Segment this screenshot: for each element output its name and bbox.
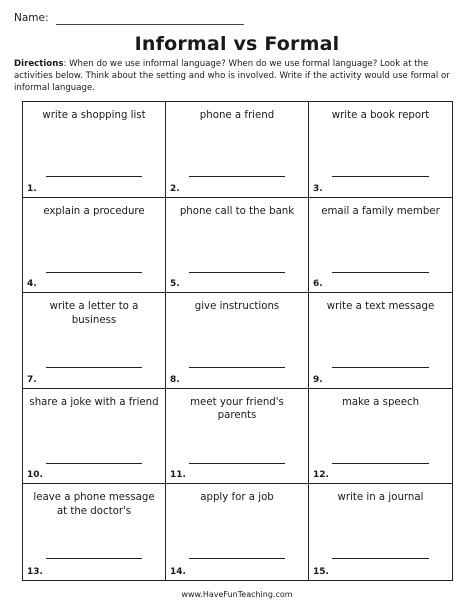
activity-text: write a letter to a business: [49, 301, 139, 326]
activity-text: share a joke with a friend: [29, 396, 159, 408]
activity-number: 3.: [313, 183, 323, 194]
activity-number: 5.: [170, 279, 180, 290]
activity-cell: [23, 389, 166, 485]
activity-cell: [23, 293, 166, 389]
activity-number: 8.: [170, 374, 180, 385]
activity-text: write a text message: [326, 301, 435, 313]
activity-number: 4.: [27, 279, 37, 290]
activity-text: leave a phone message at the doctor's: [33, 492, 155, 517]
activity-text: make a speech: [341, 396, 420, 408]
answer-line[interactable]: [46, 463, 142, 464]
answer-line[interactable]: [332, 176, 429, 177]
directions: [14, 58, 462, 95]
answer-line[interactable]: [189, 463, 285, 464]
activity-cell: [23, 484, 166, 580]
activity-cell: [309, 102, 452, 198]
activity-cell: [23, 102, 166, 198]
activity-text: write a book report: [331, 110, 430, 121]
directions-text: : When do we use informal language? When do we use formal language? Look at the activities below. Think about the setting and who is involved. Write if the activity would use formal or informal language.: [14, 59, 450, 94]
activity-cell: [309, 484, 452, 580]
activity-text: phone a friend: [199, 110, 275, 121]
activity-cell: [166, 389, 309, 485]
activity-cell: [23, 198, 166, 294]
answer-line[interactable]: [332, 463, 429, 464]
footer-website: www.HaveFunTeaching.com: [181, 590, 293, 599]
directions-label: Directions: [14, 59, 64, 69]
activity-cell: [309, 389, 452, 485]
name-label: Name:: [14, 12, 49, 24]
activity-number: 15.: [313, 566, 329, 577]
answer-line[interactable]: [46, 272, 142, 273]
activity-number: 10.: [27, 470, 43, 481]
activity-text: phone call to the bank: [179, 205, 295, 217]
activity-number: 12.: [313, 470, 329, 481]
answer-line[interactable]: [189, 367, 285, 368]
activity-cell: [166, 293, 309, 389]
activity-text: meet your friend's parents: [190, 396, 284, 422]
answer-line[interactable]: [46, 558, 142, 559]
activity-number: 9.: [313, 374, 323, 385]
answer-line[interactable]: [332, 367, 429, 368]
name-blank-line[interactable]: [56, 24, 244, 25]
answer-line[interactable]: [332, 272, 429, 273]
answer-line[interactable]: [46, 367, 142, 368]
activity-number: 14.: [170, 566, 186, 577]
activity-text: apply for a job: [200, 492, 274, 504]
answer-line[interactable]: [189, 558, 285, 559]
activity-cell: [166, 198, 309, 294]
activity-number: 1.: [27, 183, 37, 194]
answer-line[interactable]: [189, 176, 285, 177]
activity-number: 13.: [27, 566, 43, 577]
activity-text: write a shopping list: [42, 110, 146, 121]
activity-cell: [309, 293, 452, 389]
activity-grid: [22, 101, 453, 581]
activity-number: 7.: [27, 374, 37, 385]
answer-line[interactable]: [189, 272, 285, 273]
answer-line[interactable]: [46, 176, 142, 177]
activity-text: write in a journal: [337, 492, 424, 504]
activity-text: give instructions: [194, 301, 280, 313]
activity-number: 11.: [170, 470, 186, 481]
activity-cell: [166, 102, 309, 198]
activity-cell: [166, 484, 309, 580]
activity-cell: [309, 198, 452, 294]
activity-text: explain a procedure: [43, 205, 145, 217]
activity-number: 6.: [313, 279, 323, 290]
worksheet-title: Informal vs Formal: [134, 33, 340, 55]
answer-line[interactable]: [332, 558, 429, 559]
activity-number: 2.: [170, 183, 180, 194]
name-field: [14, 11, 244, 27]
activity-text: email a family member: [321, 205, 440, 217]
